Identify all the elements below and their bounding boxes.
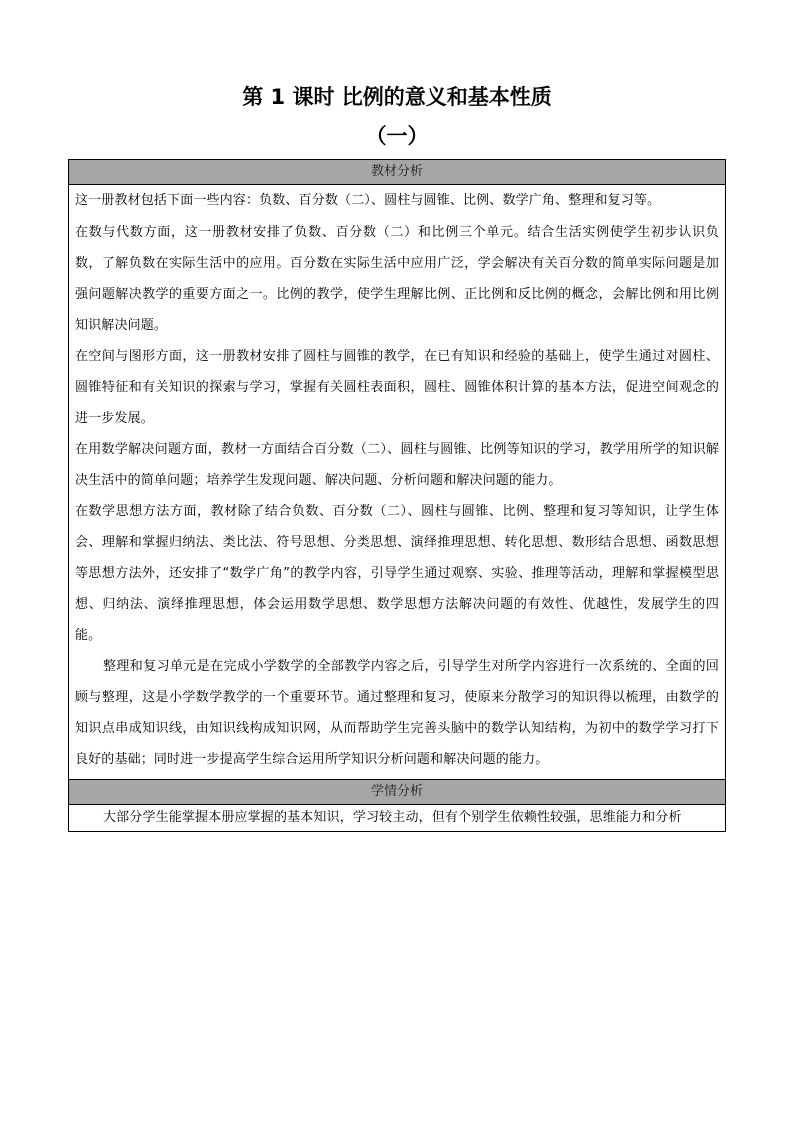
paragraph-contents-overview: 这一册教材包括下面一些内容：负数、百分数（二）、圆柱与圆锥、比例、数学广角、整理和复习等。 (75, 193, 661, 208)
section-body-student-analysis (69, 805, 725, 831)
section-header-teaching-material: 教材分析 (69, 160, 725, 185)
page-title: 第 1 课时 比例的意义和基本性质 (242, 85, 552, 109)
paragraph-math-thinking: 在数学思想方法方面，教材除了结合负数、百分数（二）、圆柱与圆锥、比例、整理和复习等知识，让学生体会、理解和掌握归纳法、类比法、符号思想、分类思想、演绎推理思想、转化思想、数形结合思想、函数思想等思想方法外，还安排了“数学广角”的教学内容，引导学生通过观察、实验、推理等活动，理解和掌握模型思想、归纳法、演绎推理思想，体会运用数学思想、数学思想方法解决问题的有效性、优越性，发展学生的四能。 (75, 504, 719, 643)
paragraph-problem-solving: 在用数学解决问题方面，教材一方面结合百分数（二）、圆柱与圆锥、比例等知识的学习，教学用所学的知识解决生活中的简单问题；培养学生发现问题、解决问题、分析问题和解决问题的能力。 (75, 442, 719, 488)
paragraph-student-situation: 大部分学生能掌握本册应掌握的基本知识，学习较主动，但有个别学生依赖性较强，思维能力和分析 (103, 810, 682, 825)
lesson-plan-table (68, 159, 726, 832)
paragraph-review-unit: 整理和复习单元是在完成小学数学的全部教学内容之后，引导学生对所学内容进行一次系统的、全面的回顾与整理，这是小学数学教学的一个重要环节。通过整理和复习，使原来分散学习的知识得以梳理，由数学的知识点串成知识线，由知识线构成知识网，从而帮助学生完善头脑中的数学认知结构，为初中的数学学习打下良好的基础；同时进一步提高学生综合运用所学知识分析问题和解决问题的能力。 (75, 659, 719, 767)
page-subtitle: （一） (365, 124, 429, 148)
section-body-teaching-material (69, 185, 725, 780)
section-header-student-analysis: 学情分析 (69, 780, 725, 805)
paragraph-number-algebra: 在数与代数方面，这一册教材安排了负数、百分数（二）和比例三个单元。结合生活实例使学生初步认识负数，了解负数在实际生活中的应用。百分数在实际生活中应用广泛，学会解决有关百分数的简单实际问题是加强问题解决教学的重要方面之一。比例的教学，使学生理解比例、正比例和反比例的概念，会解比例和用比例知识解决问题。 (75, 225, 719, 333)
paragraph-space-geometry: 在空间与图形方面，这一册教材安排了圆柱与圆锥的教学，在已有知识和经验的基础上，使学生通过对圆柱、圆锥特征和有关知识的探索与学习，掌握有关圆柱表面积，圆柱、圆锥体积计算的基本方法，促进空间观念的进一步发展。 (75, 349, 719, 426)
